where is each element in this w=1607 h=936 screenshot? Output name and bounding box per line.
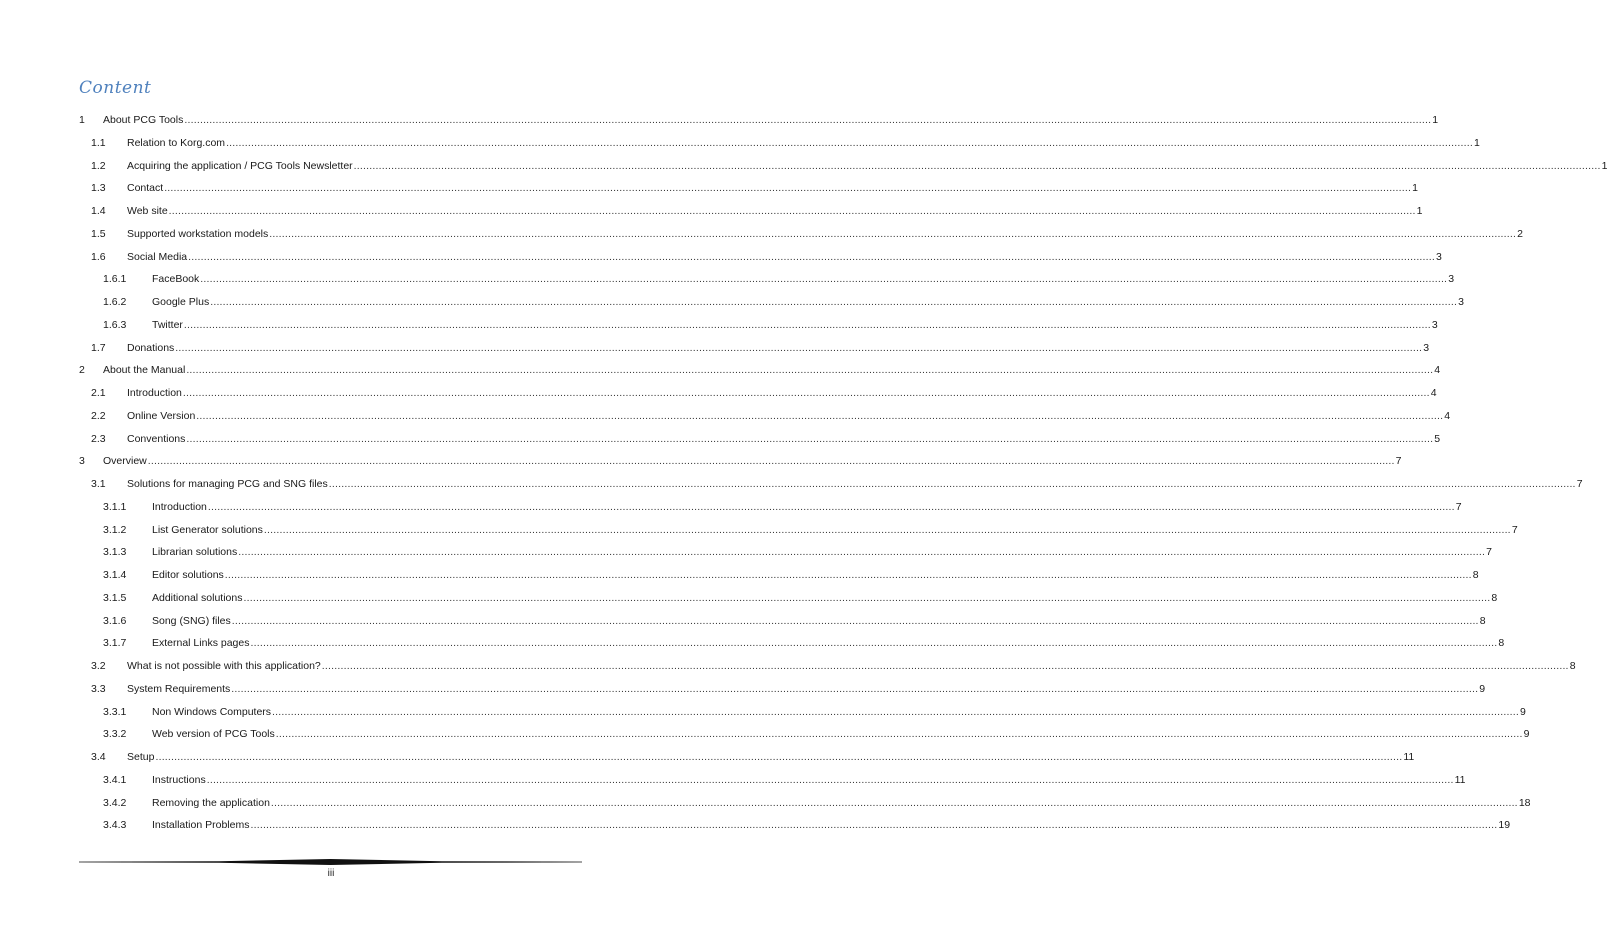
toc-dot-leader: ................................................................................................................................................................................................................................................................................................................................................................................................................ xyxy=(206,773,1454,786)
toc-entry-line xyxy=(127,405,1451,428)
toc-entry-page: 19 xyxy=(1498,819,1511,832)
toc-entry-line xyxy=(152,769,1466,792)
toc-entry-label: Online Version xyxy=(127,409,196,422)
toc-entry-label: Introduction xyxy=(152,500,207,513)
toc-dot-leader: ................................................................................................................................................................................................................................................................................................................................................................................................................ xyxy=(186,364,1434,377)
toc-entry-label: Installation Problems xyxy=(152,819,250,832)
page-title: Content xyxy=(79,78,152,98)
toc-dot-leader: ................................................................................................................................................................................................................................................................................................................................................................................................................ xyxy=(183,318,1431,331)
toc-entry-page: 1 xyxy=(1473,136,1480,149)
toc-entry[interactable] xyxy=(79,792,1531,815)
toc-entry-label: Supported workstation models xyxy=(127,227,269,240)
toc-dot-leader: ................................................................................................................................................................................................................................................................................................................................................................................................................ xyxy=(321,660,1569,672)
toc-entry[interactable] xyxy=(79,155,1607,178)
toc-entry-line xyxy=(152,723,1530,746)
toc-entry-label: Web site xyxy=(127,205,168,217)
toc-entry-page: 8 xyxy=(1491,591,1498,604)
toc-entry-line xyxy=(127,200,1423,223)
toc-entry-number: 3.1.5 xyxy=(103,591,127,604)
toc-entry-number: 3.4.1 xyxy=(103,773,127,786)
toc-entry-line xyxy=(152,314,1438,337)
toc-entry[interactable] xyxy=(79,405,1451,428)
toc-entry-page: 1 xyxy=(1416,205,1423,217)
toc-entry[interactable] xyxy=(79,359,1441,382)
toc-entry-page: 8 xyxy=(1498,637,1505,650)
toc-entry-number: 3.1.1 xyxy=(103,500,127,513)
toc-entry-number: 1.7 xyxy=(91,341,106,354)
toc-entry[interactable] xyxy=(79,473,1583,496)
toc-entry-number: 1.6.2 xyxy=(103,296,127,308)
toc-entry-number: 2 xyxy=(79,364,85,377)
toc-entry-number: 1.6 xyxy=(91,250,106,263)
toc-entry-line xyxy=(152,519,1518,542)
toc-entry-line xyxy=(127,382,1437,405)
toc-dot-leader: ................................................................................................................................................................................................................................................................................................................................................................................................................ xyxy=(164,182,1412,195)
toc-dot-leader: ................................................................................................................................................................................................................................................................................................................................................................................................................ xyxy=(200,273,1448,286)
toc-entry-label: Google Plus xyxy=(152,296,210,308)
toc-entry-label: Acquiring the application / PCG Tools Newsletter xyxy=(127,159,353,172)
toc-entry-label: Introduction xyxy=(127,387,182,399)
toc-entry-number: 3 xyxy=(79,455,85,468)
toc-entry-label: What is not possible with this application? xyxy=(127,660,321,672)
toc-entry-label: Non Windows Computers xyxy=(152,705,272,718)
toc-entry-number: 3.1.7 xyxy=(103,637,127,650)
toc-entry-label: Removing the application xyxy=(152,796,270,809)
toc-entry-page: 4 xyxy=(1430,387,1437,399)
toc-dot-leader: ................................................................................................................................................................................................................................................................................................................................................................................................................ xyxy=(353,159,1601,172)
toc-entry[interactable] xyxy=(79,291,1464,314)
toc-entry-line xyxy=(152,814,1511,837)
toc-dot-leader: ................................................................................................................................................................................................................................................................................................................................................................................................................ xyxy=(272,705,1519,718)
toc-dot-leader: ................................................................................................................................................................................................................................................................................................................................................................................................................ xyxy=(207,500,1455,513)
toc-entry-number: 3.2 xyxy=(91,660,106,672)
toc-entry-line xyxy=(127,223,1523,246)
toc-entry-page: 9 xyxy=(1519,705,1526,718)
toc-entry-label: About PCG Tools xyxy=(103,114,184,126)
toc-entry-page: 7 xyxy=(1455,500,1462,513)
toc-entry-line xyxy=(152,610,1486,633)
toc-entry-page: 1 xyxy=(1601,159,1607,172)
toc-entry[interactable] xyxy=(79,655,1576,678)
toc-entry-number: 3.4.2 xyxy=(103,796,127,809)
toc-entry-number: 3.1.2 xyxy=(103,523,127,536)
toc-entry-label: Instructions xyxy=(152,773,206,786)
toc-entry-label: Additional solutions xyxy=(152,591,243,604)
toc-entry-page: 3 xyxy=(1458,296,1464,308)
toc-entry-page: 9 xyxy=(1523,728,1530,741)
toc-dot-leader: ................................................................................................................................................................................................................................................................................................................................................................................................................ xyxy=(270,796,1518,809)
toc-entry-line xyxy=(127,155,1607,178)
toc-entry-label: Librarian solutions xyxy=(152,546,238,559)
toc-dot-leader: ................................................................................................................................................................................................................................................................................................................................................................................................................ xyxy=(188,250,1436,263)
toc-entry-page: 3 xyxy=(1423,341,1430,354)
toc-entry-label: Conventions xyxy=(127,432,186,445)
toc-entry-line xyxy=(152,564,1479,587)
toc-entry-page: 4 xyxy=(1434,364,1441,377)
toc-dot-leader: ................................................................................................................................................................................................................................................................................................................................................................................................................ xyxy=(231,614,1479,627)
toc-entry[interactable] xyxy=(79,814,1511,837)
toc-entry[interactable] xyxy=(79,177,1418,200)
toc-entry-page: 9 xyxy=(1479,682,1486,695)
table-of-contents xyxy=(79,109,1607,837)
toc-entry[interactable] xyxy=(79,587,1498,610)
toc-entry[interactable] xyxy=(79,132,1480,155)
toc-entry-label: Overview xyxy=(103,455,147,468)
toc-entry-number: 1.1 xyxy=(91,136,106,149)
toc-entry-line xyxy=(152,792,1531,815)
toc-entry-number: 3.4 xyxy=(91,751,106,763)
toc-dot-leader: ................................................................................................................................................................................................................................................................................................................................................................................................................ xyxy=(263,523,1511,536)
toc-entry-line xyxy=(103,359,1441,382)
toc-entry-page: 7 xyxy=(1576,478,1583,490)
toc-entry-label: Social Media xyxy=(127,250,188,263)
toc-dot-leader: ................................................................................................................................................................................................................................................................................................................................................................................................................ xyxy=(328,478,1576,490)
toc-entry-number: 1.4 xyxy=(91,205,106,217)
toc-entry-page: 7 xyxy=(1486,546,1492,559)
toc-entry-label: External Links pages xyxy=(152,637,250,650)
toc-dot-leader: ................................................................................................................................................................................................................................................................................................................................................................................................................ xyxy=(182,387,1430,399)
toc-dot-leader: ................................................................................................................................................................................................................................................................................................................................................................................................................ xyxy=(186,432,1434,445)
toc-entry-number: 1.2 xyxy=(91,159,106,172)
toc-entry-page: 8 xyxy=(1569,660,1576,672)
toc-entry-number: 1.6.1 xyxy=(103,273,127,286)
toc-entry-page: 5 xyxy=(1434,432,1441,445)
toc-entry-line xyxy=(127,428,1441,451)
toc-entry-line xyxy=(127,655,1576,678)
toc-entry-line xyxy=(127,746,1415,769)
toc-entry-line xyxy=(127,132,1480,155)
toc-dot-leader: ................................................................................................................................................................................................................................................................................................................................................................................................................ xyxy=(269,227,1517,240)
toc-entry-label: Solutions for managing PCG and SNG files xyxy=(127,478,328,490)
toc-entry-label: Relation to Korg.com xyxy=(127,136,226,149)
toc-entry-number: 2.3 xyxy=(91,432,106,445)
toc-entry[interactable] xyxy=(79,519,1518,542)
toc-entry-number: 1.6.3 xyxy=(103,318,127,331)
toc-entry-page: 4 xyxy=(1444,409,1451,422)
toc-entry[interactable] xyxy=(79,610,1486,633)
toc-dot-leader: ................................................................................................................................................................................................................................................................................................................................................................................................................ xyxy=(147,455,1395,468)
toc-entry-number: 3.3.1 xyxy=(103,705,127,718)
toc-entry-label: Setup xyxy=(127,751,155,763)
toc-entry-number: 1.5 xyxy=(91,227,106,240)
toc-entry-page: 3 xyxy=(1436,250,1442,263)
toc-entry[interactable] xyxy=(79,314,1438,337)
toc-dot-leader: ................................................................................................................................................................................................................................................................................................................................................................................................................ xyxy=(168,205,1416,217)
toc-dot-leader: ................................................................................................................................................................................................................................................................................................................................................................................................................ xyxy=(275,728,1523,741)
toc-dot-leader: ................................................................................................................................................................................................................................................................................................................................................................................................................ xyxy=(238,546,1486,559)
toc-entry-number: 2.2 xyxy=(91,409,106,422)
toc-entry-number: 3.3.2 xyxy=(103,728,127,741)
toc-entry[interactable] xyxy=(79,723,1530,746)
toc-entry-line xyxy=(127,177,1418,200)
toc-entry[interactable] xyxy=(79,337,1430,360)
toc-entry[interactable] xyxy=(79,450,1402,473)
toc-entry[interactable] xyxy=(79,109,1439,132)
toc-entry-line xyxy=(152,541,1492,564)
toc-entry[interactable] xyxy=(79,428,1441,451)
footer-rule xyxy=(79,859,582,865)
toc-entry-page: 11 xyxy=(1454,773,1466,786)
toc-entry-line xyxy=(103,109,1439,132)
toc-entry[interactable] xyxy=(79,701,1526,724)
toc-dot-leader: ................................................................................................................................................................................................................................................................................................................................................................................................................ xyxy=(184,114,1432,126)
toc-dot-leader: ................................................................................................................................................................................................................................................................................................................................................................................................................ xyxy=(155,751,1403,763)
toc-entry-label: Editor solutions xyxy=(152,569,224,581)
toc-entry-line xyxy=(152,291,1464,314)
toc-entry-label: Web version of PCG Tools xyxy=(152,728,275,741)
toc-entry-number: 3.1.4 xyxy=(103,569,127,581)
toc-entry[interactable] xyxy=(79,496,1462,519)
toc-dot-leader: ................................................................................................................................................................................................................................................................................................................................................................................................................ xyxy=(250,819,1498,832)
toc-dot-leader: ................................................................................................................................................................................................................................................................................................................................................................................................................ xyxy=(196,409,1444,422)
toc-entry[interactable] xyxy=(79,200,1423,223)
toc-entry-number: 1.3 xyxy=(91,182,106,195)
toc-entry-number: 3.1 xyxy=(91,478,106,490)
toc-dot-leader: ................................................................................................................................................................................................................................................................................................................................................................................................................ xyxy=(175,341,1423,354)
toc-dot-leader: ................................................................................................................................................................................................................................................................................................................................................................................................................ xyxy=(231,682,1479,695)
toc-entry-label: Donations xyxy=(127,341,175,354)
toc-entry[interactable] xyxy=(79,632,1505,655)
toc-entry[interactable] xyxy=(79,223,1523,246)
toc-entry[interactable] xyxy=(79,564,1479,587)
toc-entry-label: Contact xyxy=(127,182,164,195)
toc-entry-page: 8 xyxy=(1479,614,1486,627)
toc-entry-number: 3.1.3 xyxy=(103,546,127,559)
toc-entry-page: 7 xyxy=(1395,455,1402,468)
toc-entry-page: 18 xyxy=(1518,796,1531,809)
toc-entry-line xyxy=(127,337,1430,360)
toc-entry-page: 1 xyxy=(1412,182,1418,195)
toc-entry-number: 3.3 xyxy=(91,682,106,695)
toc-entry[interactable] xyxy=(79,541,1492,564)
page-number: iii xyxy=(327,868,335,879)
toc-entry-label: Song (SNG) files xyxy=(152,614,231,627)
toc-entry-line xyxy=(103,450,1402,473)
toc-entry-label: System Requirements xyxy=(127,682,231,695)
toc-dot-leader: ................................................................................................................................................................................................................................................................................................................................................................................................................ xyxy=(210,296,1458,308)
toc-entry-line xyxy=(127,246,1442,269)
toc-entry[interactable] xyxy=(79,382,1437,405)
toc-dot-leader: ................................................................................................................................................................................................................................................................................................................................................................................................................ xyxy=(250,637,1498,650)
toc-entry-line xyxy=(152,701,1526,724)
toc-entry[interactable] xyxy=(79,769,1466,792)
toc-entry-page: 7 xyxy=(1511,523,1518,536)
toc-entry-number: 1 xyxy=(79,114,85,126)
toc-entry-line xyxy=(127,473,1583,496)
toc-entry-number: 3.1.6 xyxy=(103,614,127,627)
toc-entry-page: 1 xyxy=(1432,114,1439,126)
toc-entry-line xyxy=(152,632,1505,655)
toc-entry[interactable] xyxy=(79,746,1415,769)
toc-entry-page: 3 xyxy=(1431,318,1438,331)
toc-entry[interactable] xyxy=(79,678,1486,701)
toc-entry-line xyxy=(127,678,1486,701)
toc-dot-leader: ................................................................................................................................................................................................................................................................................................................................................................................................................ xyxy=(226,136,1473,149)
toc-entry-number: 3.4.3 xyxy=(103,819,127,832)
toc-entry[interactable] xyxy=(79,268,1455,291)
toc-entry-label: FaceBook xyxy=(152,273,200,286)
toc-dot-leader: ................................................................................................................................................................................................................................................................................................................................................................................................................ xyxy=(243,591,1491,604)
toc-entry-line xyxy=(152,496,1462,519)
toc-entry-page: 11 xyxy=(1403,751,1415,763)
toc-dot-leader: ................................................................................................................................................................................................................................................................................................................................................................................................................ xyxy=(224,569,1472,581)
toc-entry-label: Twitter xyxy=(152,318,183,331)
toc-entry[interactable] xyxy=(79,246,1442,269)
toc-entry-page: 3 xyxy=(1448,273,1455,286)
toc-entry-page: 8 xyxy=(1472,569,1479,581)
toc-entry-label: List Generator solutions xyxy=(152,523,263,536)
toc-entry-number: 2.1 xyxy=(91,387,106,399)
toc-entry-line xyxy=(152,268,1455,291)
toc-entry-page: 2 xyxy=(1517,227,1523,240)
toc-entry-line xyxy=(152,587,1498,610)
toc-entry-label: About the Manual xyxy=(103,364,186,377)
